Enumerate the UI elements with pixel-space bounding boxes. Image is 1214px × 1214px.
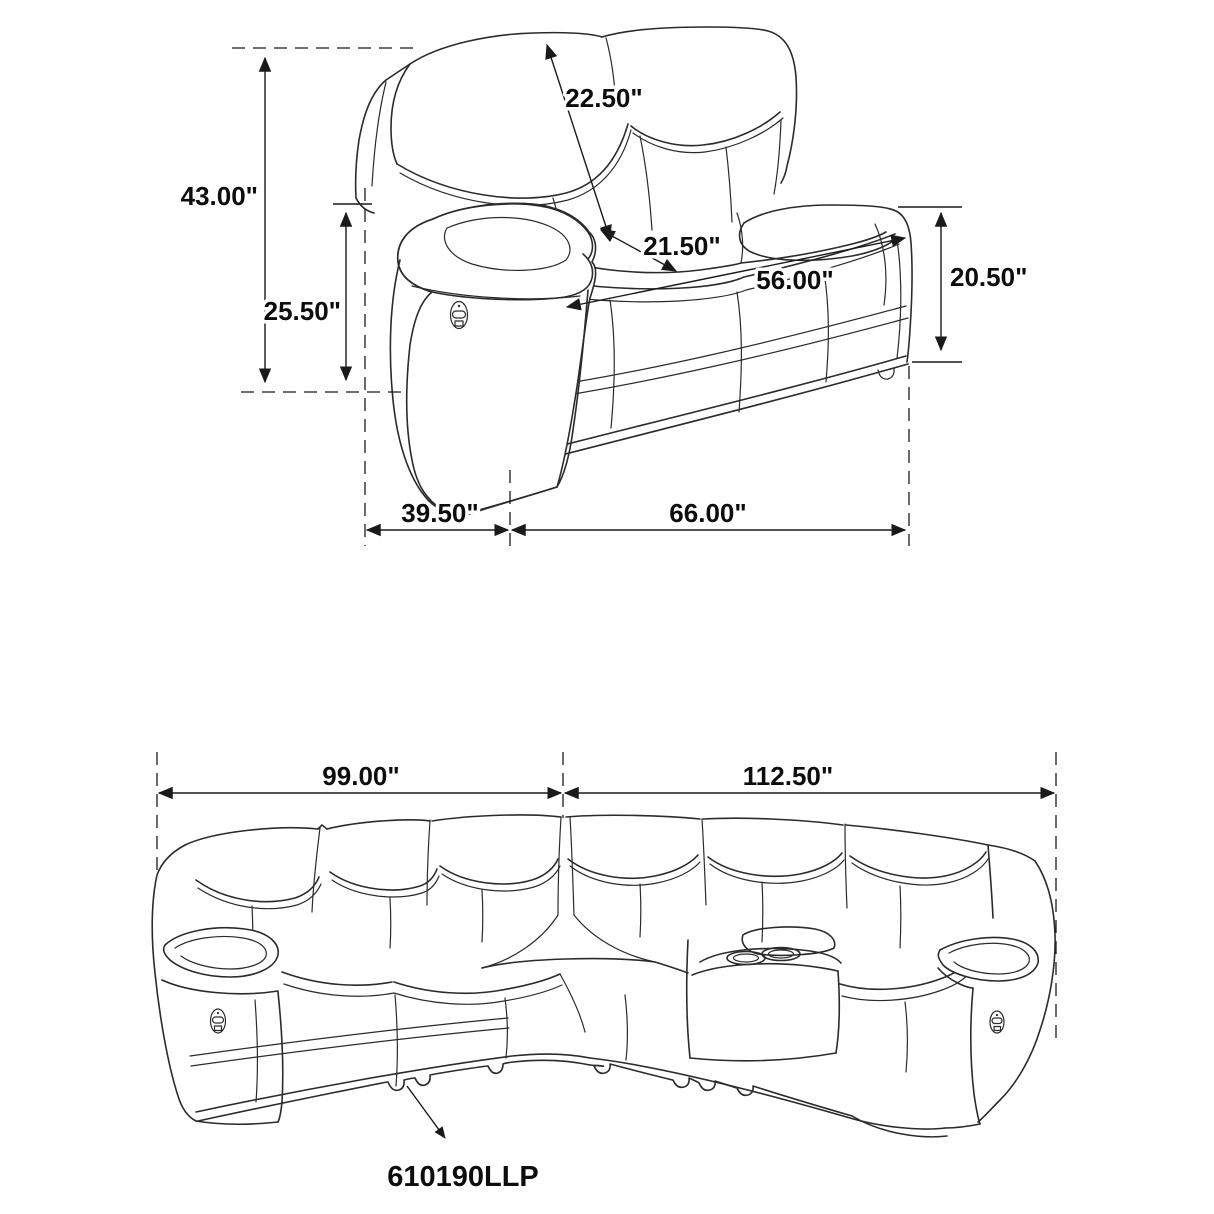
sectional-right-arm (938, 845, 1055, 1128)
cupholder-right (762, 948, 800, 961)
sectional-console (687, 927, 841, 1061)
sectional-seats (190, 959, 971, 1137)
loveseat-back-cushions (356, 27, 797, 234)
sectional-diagram (152, 752, 1056, 1193)
dim-overall-width-label: 66.00" (669, 498, 747, 528)
dim-left-section-label: 99.00" (322, 761, 400, 791)
product-code-label: 610190LLP (387, 1161, 539, 1193)
sectional-back-cushions (185, 815, 1035, 953)
sectional-left-arm (152, 845, 283, 1124)
sectional-corner-wedge (482, 915, 655, 968)
dim-arm-front-height-label: 25.50" (263, 296, 341, 326)
dim-right-section-label: 112.50" (742, 761, 834, 791)
dim-seat-width-arrow (567, 238, 905, 307)
dim-overall-height-label: 43.00" (180, 181, 258, 211)
dim-overall-depth-label: 39.50" (401, 498, 479, 528)
sku-leader-arrow (407, 1086, 445, 1138)
dim-arm-height-label: 20.50" (950, 262, 1028, 292)
power-switch-icon-right (990, 1011, 1004, 1033)
power-switch-icon-left (211, 1009, 226, 1033)
sectional-dimensions (157, 752, 1056, 1038)
dim-seat-width-label: 56.00" (756, 265, 834, 295)
loveseat-diagram (181, 27, 1028, 546)
dim-back-length-label: 22.50" (565, 83, 643, 113)
loveseat-left-arm (390, 203, 595, 516)
cupholder-left (727, 952, 765, 965)
dim-seat-depth-label: 21.50" (643, 231, 721, 261)
loveseat-seat-cushions (566, 213, 899, 302)
sku-callout (387, 1086, 539, 1193)
